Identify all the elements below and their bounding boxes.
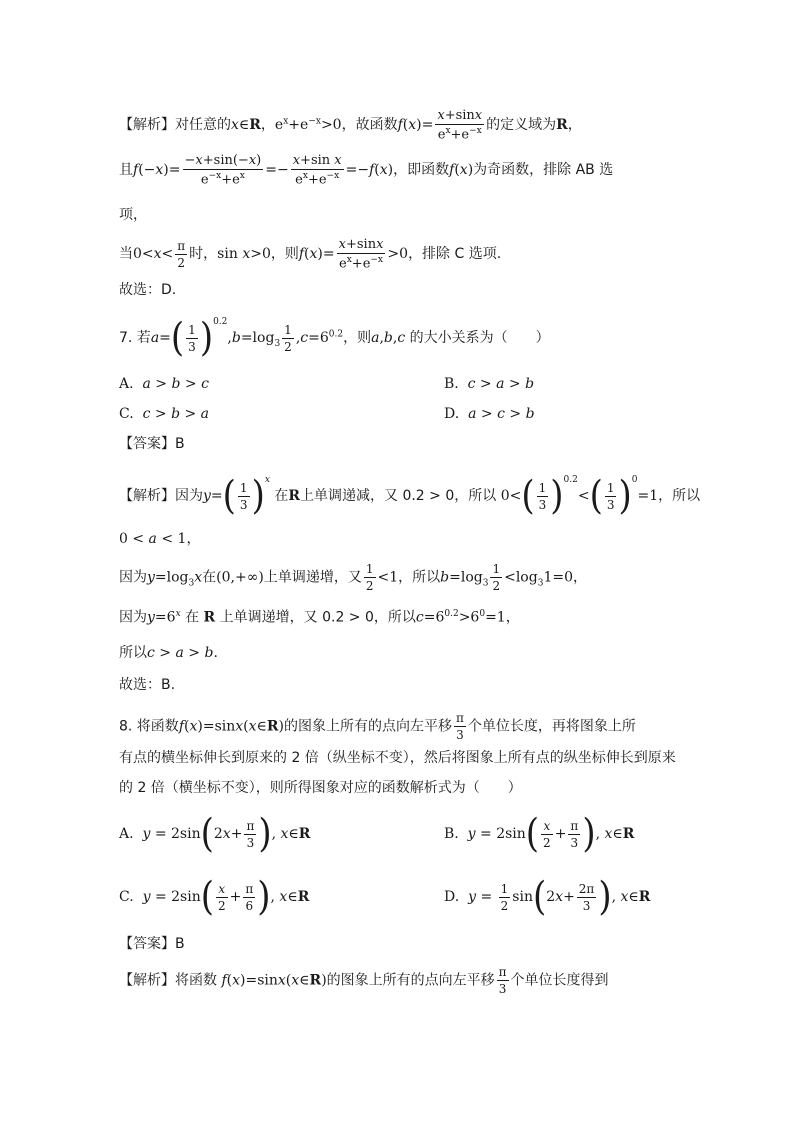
q7-option-c: C. c > b > a: [119, 406, 210, 422]
q7-conclusion: 故选：B.: [119, 677, 176, 693]
q7-solution-line-4: 因为$y=6^x$ 在 R 上单调递增，又 0.2 > 0，所以$c=6^{0.2}>6^0=1$，: [119, 609, 520, 626]
q7-answer: 【答案】B: [119, 436, 185, 452]
solution-line-2: 且f(−x)= $\frac{-x+\sin(-x)}{e^{-x}+e^x}$ =− $\frac{\text{x+sin x}}{e^x+e^{-x}}$ =−f(x)，即函数f(x)为奇函数，排除 AB 选: [119, 153, 614, 188]
solution-line-1: 【解析】对任意的x∈R，$e^x+e^{-x}>0$，故函数f(x)= $\frac{x+\sin x}{e^x+e^{-x}}$ 的定义域为R，: [119, 108, 582, 143]
q7-option-a: A. a > b > c: [119, 376, 209, 392]
question-8-line-1: 8. 将函数f(x)=sinx(x∈R)的图象上所有的点向左平移 $\frac{\pi}{3}$ 个单位长度，再将图象上所: [119, 711, 636, 742]
solution-line-5: 故选：D.: [119, 282, 177, 298]
q8-option-c: C. y = 2sin( $\frac{x}{2}$ + $\frac{\pi}{6}$ ), x∈R: [119, 874, 310, 920]
question-7: 7. 若a=( $\frac{1}{3}$ )$^{0.2},b=\log_3$ $\frac{1}{2}$ $,c=6^{0.2}$，则a,b,c 的大小关系为（ ）: [119, 315, 550, 361]
question-8-line-2: 有点的横坐标伸长到原来的 2 倍（纵坐标不变），然后将图象上所有点的纵坐标伸长到原来: [119, 750, 676, 766]
q8-answer: 【答案】B: [119, 936, 185, 952]
q7-solution-line-2: 0 < a < 1，: [119, 531, 201, 547]
q8-solution-line-1: 【解析】将函数 f(x)=sinx(x∈R)的图象上所有的点向左平移 $\frac{\pi}{3}$ 个单位长度得到: [119, 965, 609, 996]
question-8-line-3: 的 2 倍（横坐标不变），则所得图象对应的函数解析式为（ ）: [119, 780, 522, 796]
q7-solution-line-3: 因为$y=\log_3x$在(0,+∞)上单调递增，又 $\frac{1}{2}$ <1，所以$b=\log_3$ $\frac{1}{2}$ $<\log_31=0$，: [119, 562, 587, 593]
q8-option-a: A. y = 2sin(2x+ $\frac{\pi}{3}$ ), x∈R: [119, 811, 311, 857]
q7-option-b: B. c > a > b: [444, 376, 535, 392]
solution-line-3: 项，: [119, 207, 147, 223]
q7-solution-line-5: 所以c > a > b.: [119, 645, 218, 661]
q8-option-d: D. y = $\frac{1}{2}$ sin(2x+ $\frac{2\pi}{3}$ ), x∈R: [444, 874, 651, 920]
solution-line-4: 当0<x< $\frac{\pi}{2}$ 时，sin x>0，则f(x)= $\frac{x+\sin x}{e^x+e^{-x}}$ >0，排除 C 选项.: [119, 237, 502, 272]
q7-option-d: D. a > c > b: [444, 406, 535, 422]
q8-option-b: B. y = 2sin( $\frac{x}{2}$ + $\frac{\pi}{3}$ ), x∈R: [444, 811, 635, 857]
q7-solution-line-1: 【解析】因为y=( $\frac{1}{3}$ )$^x$ 在R上单调递减，又 0.2 > 0，所以 0<( $\frac{1}{3}$ )$^{0.2}$<( $\frac{1}{3}$ )$^0$=1，所以: [119, 473, 701, 519]
